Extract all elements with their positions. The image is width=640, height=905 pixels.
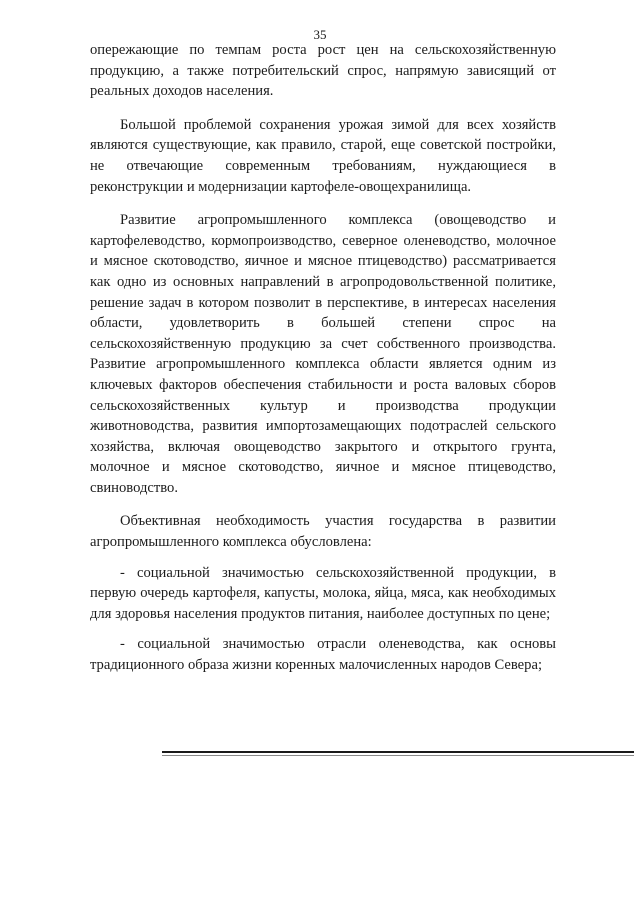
paragraph-storage-problem: Большой проблемой сохранения урожая зимой для всех хозяйств являются существующие, как правило, старой, еще советской постройки, не отвечающие современным требованиям, нуждающиеся в реконструкции и модернизации картофеле-овощехранилища. [90,116,556,195]
paragraph-state-participation: Объективная необходимость участия государства в развитии агропромышленного комплекса обусловлена: [90,513,556,551]
list-item-product-significance: - социальной значимостью сельскохозяйственной продукции, в первую очередь картофеля, капусты, молока, яйца, мяса, как необходимых для здоровья населения продуктов питания, наиболее доступных по цене; [90,564,556,622]
paragraph-agro-development: Развитие агропромышленного комплекса (овощеводство и картофелеводство, кормопроизводство, северное оленеводство, молочное и мясное скотоводство, яичное и мясное птицеводство) рассматривается как одно из основных направлений в агропродовольственной политике, решение задач в котором позволит в перспективе, в интересах населения области, удовлетворить в большей степени спрос на сельскохозяйственную продукцию за счет собственного производства. Развитие агропромышленного комплекса области является одним из ключевых факторов обеспечения стабильности и роста валовых сборов сельскохозяйственных культур и производства продукции животноводства, развития импортозамещающих подотраслей сельского хозяйства, включая овощеводство закрытого и открытого грунта, молочное и мясное скотоводство, яичное и мясное птицеводство, свиноводство. [90,212,556,496]
paragraph-continuation: опережающие по темпам роста рост цен на сельскохозяйственную продукцию, а также потребительский спрос, напрямую зависящий от реальных доходов населения. [90,42,556,100]
document-body [90,40,556,689]
bottom-scan-line [162,751,634,753]
bottom-scan-line-shadow [162,755,634,756]
page-number: 35 [313,27,327,42]
list-item-reindeer-significance: - социальной значимостью отрасли оленеводства, как основы традиционного образа жизни коренных малочисленных народов Севера; [90,636,556,674]
